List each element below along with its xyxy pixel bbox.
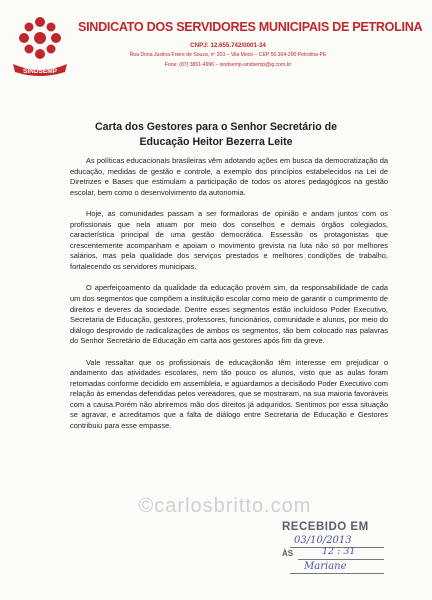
letter-body (70, 156, 388, 443)
stamp-time-label: ÀS (282, 549, 294, 558)
org-cnpj: CNPJ: 12.655.742/0001-34 (190, 42, 266, 49)
letter-paragraph: Hoje, as comunidades passam a ser formadoras de opinião e andam juntos com os profissionais que nela atuam por meio dos conselhos e demais órgãos colegiados, característica principal de uma gestão democrática. Essessão os protagonistas que crescentemente acompanham e apoiam o movimento grevista na luta não só por melhores salários, mas pela qualidade dos serviços prestados e melhores condições de trabalho, fortalecendo os servidores municipais. (70, 209, 388, 271)
letter-title (55, 120, 377, 150)
letter-paragraph: As políticas educacionais brasileiras vêm adotando ações em busca da democratização da educação, medidas de gestão e controle, a exemplo dos princípios estabelecidos na Lei de Diretrizes e Bases que estimulam a participação de todos os atores pedagógicos na gestão escolar, bem como o desenvolvimento da autonomia. (70, 156, 388, 197)
letter-title-line-2: Educação Heitor Bezerra Leite (139, 136, 293, 148)
svg-text:SINDSEMP: SINDSEMP (23, 68, 57, 75)
stamp-time: 12 : 31 (322, 546, 356, 557)
letter-title-line-1: Carta dos Gestores para o Senhor Secretário de (95, 121, 337, 133)
org-address: Rua Dona Justina Freire de Souza, nº 203 – Vila Mocó – CEP 56.304-290 Petrolina-PE (129, 52, 327, 58)
letter-paragraph: Vale ressaltar que os profissionais de educaçãonão têm interesse em prejudicar o andamento das atividades escolares, nem tão pouco os alunos, visto que as aulas foram retomadas conforme decidido em assembleia, e aguardamos a decisãodo Poder Executivo com relação às emendas defendidas pelos vereadores, que se mostraram, na sua maioria favoráveis com a causa.Porém não abriremos mão dos direitos já adquiridos. Sentimos por essa situação se agravar, e acreditamos que a falta de diálogo entre Secretaria de Educação e Gestores contribuiu para esse empasse. (70, 357, 388, 431)
letter-paragraph: O aperfeiçoamento da qualidade da educação provém sim, da responsabilidade de cada um dos segmentos que compõem a instituição escolar como meio de garantir o cumprimento de direitos e deveres da sociedade. Dentre esses segmentos estão incluídoso Poder Executivo, Secretaria de Educação, gestores, professores, funcionários, comunidade e alunos, por meio do diálogo desprovido de radicalizações de ambos os segmentos, tão bem colocado nas palavras do Senhor Secretário de Educação em carta aos gestores após fim da greve. (70, 283, 388, 346)
watermark: ©carlosbritto.com (138, 495, 312, 517)
org-contact: Fone: (87) 3861-4996 – sindsemp-sindsemp@ig.com.br (164, 62, 292, 68)
stamp-signature: Mariane (304, 561, 347, 572)
org-name: SINDICATO DOS SERVIDORES MUNICIPAIS DE PETROLINA (78, 20, 423, 34)
sindsemp-logo (9, 10, 71, 78)
received-stamp (282, 521, 394, 579)
stamp-signature-line (290, 573, 384, 574)
stamp-time-line (298, 559, 384, 560)
stamp-label: RECEBIDO EM (282, 521, 369, 533)
stamp-date: 03/10/2013 (294, 535, 352, 546)
